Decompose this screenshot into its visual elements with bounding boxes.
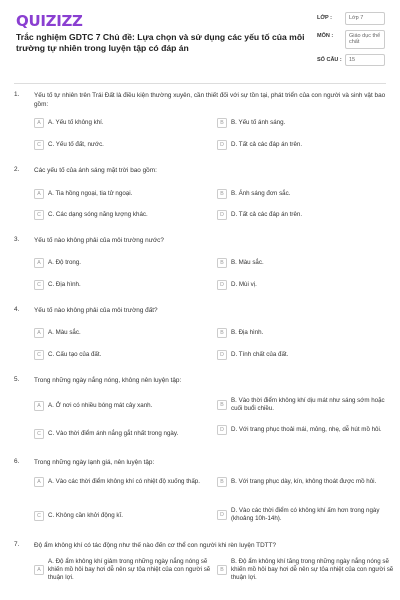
option-letter-box: B — [217, 118, 227, 128]
option-text: C. Cấu tạo của đất. — [48, 351, 102, 359]
option-text: B. Màu sắc. — [231, 259, 264, 267]
option-c[interactable] — [34, 280, 214, 290]
option-text: B. Với trang phục dày, kín, không thoát được mồ hôi. — [231, 478, 377, 486]
option-b[interactable] — [217, 397, 397, 413]
option-c[interactable] — [34, 140, 214, 150]
quizizz-logo: QUIZIZZ — [16, 12, 83, 30]
option-text: A. Độ trong. — [48, 259, 82, 267]
option-letter-box: B — [217, 328, 227, 338]
option-text: A. Độ ẩm không khí giảm trong những ngày nắng nóng sẽ khiến mồ hôi bay hơi dễ nên sự tỏa nhiệt của con người sẽ thuận lợi. — [48, 558, 211, 581]
question-number: 5. — [14, 376, 20, 383]
question-3 — [14, 236, 390, 296]
option-text: A. Màu sắc. — [48, 329, 81, 337]
question-5 — [14, 376, 390, 446]
question-2 — [14, 166, 390, 226]
question-number: 1. — [14, 91, 20, 98]
option-b[interactable] — [217, 189, 397, 199]
option-letter-box: B — [217, 477, 227, 487]
question-number: 2. — [14, 166, 20, 173]
question-text: Trong những ngày nắng nóng, không nên luyện tập: — [34, 377, 182, 384]
option-text: A. Ở nơi có nhiều bóng mát cây xanh. — [48, 402, 153, 410]
question-text: Yếu tố nào không phải của môi trường đất? — [34, 307, 158, 314]
option-a[interactable] — [34, 401, 214, 411]
option-letter-box: B — [217, 565, 227, 575]
meta-subject-value: Giáo dục thể chất — [345, 30, 385, 49]
option-c[interactable] — [34, 210, 214, 220]
option-d[interactable] — [217, 350, 397, 360]
option-text: C. Vào thời điểm ánh nắng gắt nhất trong ngày. — [48, 430, 179, 438]
option-letter-box: A — [34, 328, 44, 338]
option-letter-box: D — [217, 280, 227, 290]
option-letter-box: D — [217, 510, 227, 520]
question-text: Trong những ngày lạnh giá, nên luyện tập: — [34, 459, 155, 466]
option-text: D. Tất cả các đáp án trên. — [231, 141, 303, 149]
question-number: 3. — [14, 236, 20, 243]
worksheet-header — [0, 0, 400, 78]
option-letter-box: D — [217, 425, 227, 435]
meta-class-label: LỚP : — [317, 15, 332, 21]
option-text: B. Độ ẩm không khí tăng trong những ngày nắng nóng sẽ khiến mồ hôi bay hơi dễ nên sự tỏa nhiệt của con người sẽ thuận lợi. — [231, 558, 394, 581]
option-letter-box: C — [34, 429, 44, 439]
option-letter-box: C — [34, 280, 44, 290]
meta-count-value: 15 — [345, 54, 385, 67]
question-text: Độ ẩm không khí có tác động như thế nào đến cơ thể con người khi rèn luyện TDTT? — [34, 542, 277, 549]
option-d[interactable] — [217, 425, 397, 435]
option-letter-box: A — [34, 258, 44, 268]
option-c[interactable] — [34, 350, 214, 360]
option-text: A. Yếu tố không khí. — [48, 119, 104, 127]
option-a[interactable] — [34, 189, 214, 199]
option-b[interactable] — [217, 477, 397, 487]
option-b[interactable] — [217, 328, 397, 338]
option-letter-box: B — [217, 400, 227, 410]
option-a[interactable] — [34, 558, 214, 581]
option-letter-box: B — [217, 258, 227, 268]
option-letter-box: D — [217, 350, 227, 360]
option-b[interactable] — [217, 118, 397, 128]
option-text: D. Tính chất của đất. — [231, 351, 289, 359]
option-d[interactable] — [217, 507, 397, 523]
option-letter-box: C — [34, 350, 44, 360]
option-c[interactable] — [34, 511, 214, 521]
option-text: C. Yếu tố đất, nước. — [48, 141, 104, 149]
option-letter-box: D — [217, 140, 227, 150]
option-letter-box: B — [217, 189, 227, 199]
meta-class-row — [317, 12, 387, 25]
option-text: D. Vào các thời điểm có không khí ấm hơn trong ngày (khoảng 10h-14h). — [231, 507, 380, 522]
meta-subject-label: MÔN : — [317, 32, 334, 39]
option-d[interactable] — [217, 210, 397, 220]
worksheet-meta — [317, 12, 387, 66]
option-text: B. Ánh sáng đơn sắc. — [231, 190, 291, 198]
option-letter-box: C — [34, 140, 44, 150]
question-text: Yếu tố tự nhiên trên Trái Đất là điều kiện thường xuyên, cần thiết đối với sự tồn tại, phát triển của con người và sinh vật bao gồm: — [34, 92, 386, 108]
question-text: Các yếu tố của ánh sáng mặt trời bao gồm: — [34, 167, 157, 174]
question-4 — [14, 306, 390, 366]
option-letter-box: A — [34, 189, 44, 199]
option-a[interactable] — [34, 258, 214, 268]
header-divider — [14, 83, 386, 84]
question-number: 4. — [14, 306, 20, 313]
option-letter-box: A — [34, 118, 44, 128]
worksheet-title: Trắc nghiệm GDTC 7 Chủ đề: Lựa chọn và sử dụng các yếu tố của môi trường tự nhiên trong luyện tập có đáp án — [16, 32, 305, 53]
question-text: Yếu tố nào không phải của môi trường nước? — [34, 237, 164, 244]
option-d[interactable] — [217, 280, 397, 290]
question-6 — [14, 458, 390, 534]
question-number: 6. — [14, 458, 20, 465]
option-text: B. Yếu tố ánh sáng. — [231, 119, 286, 127]
meta-subject-row — [317, 30, 387, 49]
option-letter-box: C — [34, 511, 44, 521]
option-b[interactable] — [217, 558, 397, 581]
option-text: D. Với trang phục thoải mái, mỏng, nhẹ, dễ hút mồ hôi. — [231, 426, 382, 434]
option-text: D. Mùi vị. — [231, 281, 257, 289]
meta-count-label: SỐ CÂU : — [317, 56, 342, 63]
option-d[interactable] — [217, 140, 397, 150]
question-number: 7. — [14, 541, 20, 548]
option-text: C. Địa hình. — [48, 281, 81, 289]
option-a[interactable] — [34, 328, 214, 338]
option-text: B. Vào thời điểm không khí dịu mát như sáng sớm hoặc cuối buổi chiều. — [231, 397, 385, 412]
option-text: A. Tia hồng ngoại, tia tử ngoại. — [48, 190, 133, 198]
option-a[interactable] — [34, 477, 214, 487]
option-letter-box: A — [34, 565, 44, 575]
option-c[interactable] — [34, 429, 214, 439]
option-letter-box: A — [34, 401, 44, 411]
option-text: B. Địa hình. — [231, 329, 264, 337]
option-a[interactable] — [34, 118, 214, 128]
option-letter-box: D — [217, 210, 227, 220]
meta-count-row — [317, 54, 387, 67]
option-letter-box: C — [34, 210, 44, 220]
meta-class-value: Lớp 7 — [345, 12, 385, 25]
option-text: D. Tất cả các đáp án trên. — [231, 211, 303, 219]
option-text: A. Vào các thời điểm không khí có nhiệt độ xuống thấp. — [48, 478, 200, 486]
option-text: C. Các dạng sóng năng lượng khác. — [48, 211, 148, 219]
question-7 — [14, 541, 394, 597]
option-b[interactable] — [217, 258, 397, 268]
option-letter-box: A — [34, 477, 44, 487]
question-1 — [14, 91, 390, 155]
option-text: C. Không cần khởi động kĩ. — [48, 512, 123, 520]
